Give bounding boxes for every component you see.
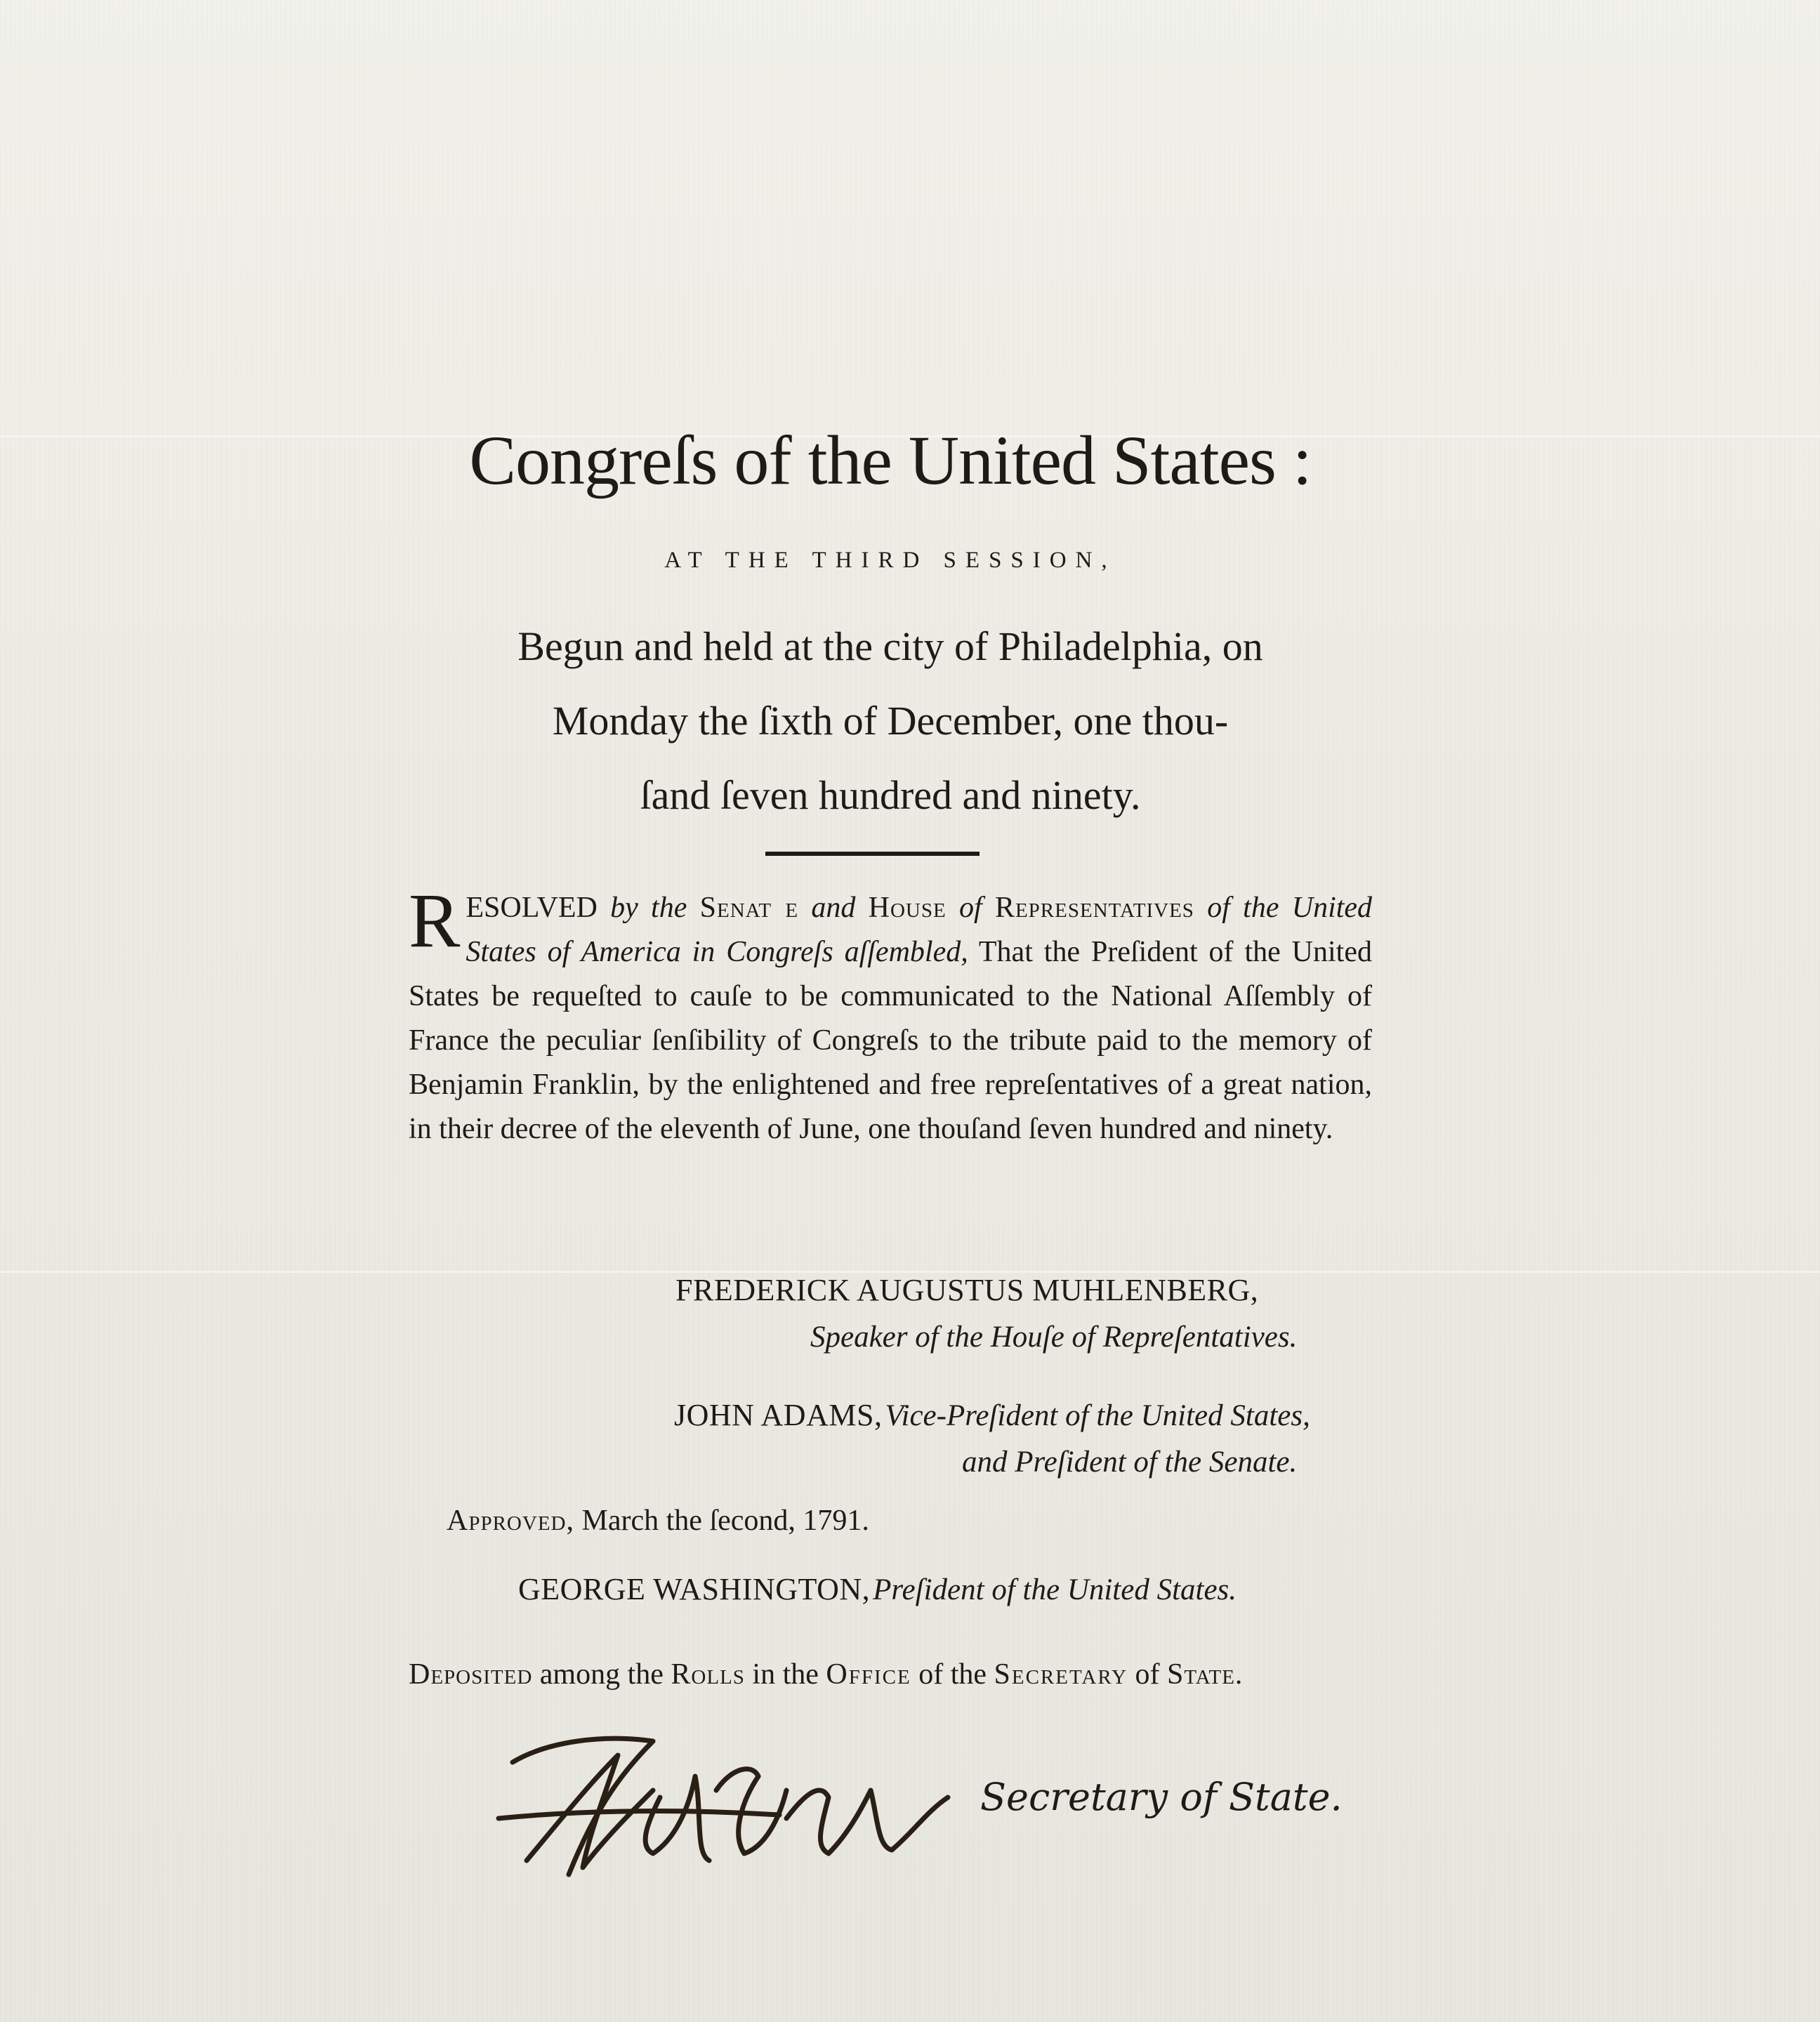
senate-president-title: and Preſident of the Senate.: [962, 1446, 1298, 1479]
office-word: Office: [826, 1658, 911, 1691]
president-title: Preſident of the United States.: [873, 1573, 1237, 1606]
secretary-of-state-title: Secretary of State.: [980, 1775, 1343, 1819]
president-name: GEORGE WASHINGTON,: [518, 1572, 871, 1606]
state-word: State.: [1167, 1658, 1244, 1691]
house-word: House: [868, 892, 947, 924]
vice-president-line: [674, 1397, 1310, 1433]
speaker-name: FREDERICK AUGUSTUS MUHLENBERG,: [675, 1273, 1259, 1307]
session-line: Begun and held at the city of Philadelphia, on: [517, 623, 1263, 669]
session-line: ſand ſeven hundred and ninety.: [640, 772, 1141, 818]
deposited-word: Deposited: [409, 1658, 533, 1691]
session-line: Monday the ſixth of December, one thou-: [552, 698, 1229, 744]
assembled-phrase: of the United States of America in Congreſs aſſembled,: [466, 892, 1373, 968]
speaker-title: Speaker of the Houſe of Repreſentatives.: [810, 1321, 1298, 1354]
of-word: of: [959, 892, 982, 924]
session-heading: AT THE THIRD SESSION,: [664, 548, 1116, 573]
resolution-text: [409, 878, 1373, 1151]
among-the: among the: [539, 1658, 664, 1691]
by-the: by the: [610, 892, 687, 924]
president-line: [518, 1571, 1237, 1607]
of-the: of the: [918, 1658, 987, 1691]
senate-word: Senat e: [699, 892, 799, 924]
secretary-word: Secretary: [994, 1658, 1128, 1691]
vp-title: Vice-Preſident of the United States,: [885, 1399, 1310, 1432]
rolls-word: Rolls: [671, 1658, 745, 1691]
approved-line: [447, 1504, 869, 1538]
in-the: in the: [752, 1658, 819, 1691]
representatives-word: Representatives: [994, 892, 1194, 924]
resolved-word: ESOLVED: [466, 892, 598, 924]
resolution-body: That the Preſident of the United States be requeſted to cauſe to be communicated to the National Aſſembly of France the peculiar ſenſibility of Congreſs to the tribute paid to the memory of Benjamin Franklin, by the enlightened and free repreſentatives of a great nation, in their decree of the eleventh of June, one thouſand ſeven hundred and ninety.: [409, 936, 1372, 1145]
and-word: and: [811, 892, 856, 924]
document-title: Congreſs of the United States :: [469, 421, 1312, 499]
deposit-statement: [409, 1656, 1372, 1693]
approved-date: March the ſecond, 1791.: [581, 1505, 869, 1537]
of-word-2: of: [1135, 1658, 1160, 1691]
drop-cap: R: [409, 878, 461, 963]
jefferson-signature: [484, 1713, 962, 1896]
approved-label: Approved,: [447, 1505, 574, 1537]
vp-name: JOHN ADAMS,: [674, 1398, 883, 1432]
divider-rule: [765, 852, 980, 856]
session-details: [409, 609, 1372, 833]
